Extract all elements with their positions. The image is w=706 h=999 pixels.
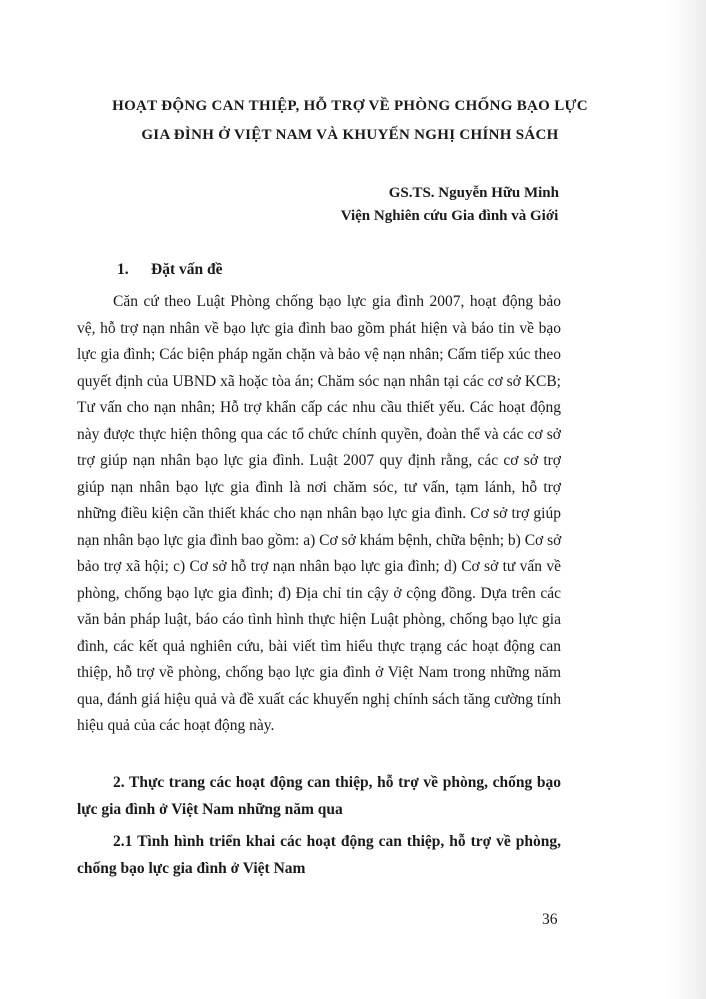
paragraph-line: đình, các kết quả nghiên cứu, bài viết tìm hiểu thực trạng các hoạt động can [77,637,561,655]
paragraph-line: thiệp, hỗ trợ về phòng, chống bạo lực gia đình ở Việt Nam trong những năm [77,664,561,681]
section-2-1-heading-line: 2.1 Tình hình triển khai các hoạt động can thiệp, hỗ trợ về phòng, [113,833,561,850]
section-2-heading-line: 2. Thực trang các hoạt động can thiệp, hỗ trợ về phòng, chống bạo [113,774,561,791]
section-2-1-heading-line: chống bạo lực gia đình ở Việt Nam [77,859,306,877]
paragraph-line: quyết định của UBND xã hoặc tòa án; Chăm sóc nạn nhân tại các cơ sở KCB; [77,372,561,390]
paragraph-line: này được thực hiện thông qua các tổ chức chính quyền, đoàn thể và các cơ sở [77,425,561,443]
paragraph-line: hiệu quả của các hoạt động này. [77,717,275,734]
section-2-heading [77,770,561,823]
paragraph-line: lực gia đình; Các biện pháp ngăn chặn và bảo vệ nạn nhân; Cấm tiếp xúc theo [77,346,561,363]
page-edge-shadow [668,0,706,999]
document-title [70,92,630,150]
section-1-number: 1. [117,261,129,278]
author-name: GS.TS. Nguyễn Hữu Minh [388,185,559,201]
section-2-1-heading [77,829,561,882]
body-paragraph [77,289,561,740]
paragraph-line: phòng, chống bạo lực gia đình; đ) Địa chỉ tin cậy ở cộng đồng. Dựa trên các [77,584,561,602]
paragraph-line: trợ giúp nạn nhân bạo lực gia đình. Luật 2007 quy định rằng, các cơ sở trợ [77,452,561,469]
paragraph-line: giúp nạn nhân bạo lực gia đình là nơi chăm sóc, tư vấn, tạm lánh, hỗ trợ [77,478,561,496]
section-2-heading-line: lực gia đình ở Việt Nam những năm qua [77,800,343,818]
paragraph-line: những điều kiện cần thiết khác cho nạn nhân bạo lực gia đình. Cơ sở trợ giúp [77,505,561,522]
author-block [341,182,559,228]
paragraph-line: nạn nhân bạo lực gia đình bao gồm: a) Cơ sở khám bệnh, chữa bệnh; b) Cơ sở [77,531,562,549]
section-1-title: Đặt vấn đề [151,261,223,278]
paragraph-line: bảo trợ xã hội; c) Cơ sở hỗ trợ nạn nhân bạo lực gia đình; d) Cơ sở tư vấn về [77,558,561,575]
paragraph-line: Tư vấn cho nạn nhân; Hỗ trợ khẩn cấp các nhu cầu thiết yếu. Các hoạt động [77,399,561,416]
paragraph-line: vệ, hỗ trợ nạn nhân về bạo lực gia đình bao gồm phát hiện và báo tin về bạo [77,319,561,337]
paragraph-line: văn bản pháp luật, báo cáo tình hình thực hiện Luật phòng, chống bạo lực gia [77,611,561,628]
paragraph-line: Căn cứ theo Luật Phòng chống bạo lực gia đình 2007, hoạt động bảo [113,293,561,310]
paragraph-line: qua, đánh giá hiệu quả và đề xuất các khuyến nghị chính sách tăng cường tính [77,690,562,708]
section-1-heading [117,259,222,281]
title-line: GIA ĐÌNH Ở VIỆT NAM VÀ KHUYẾN NGHỊ CHÍNH SÁCH [141,127,559,143]
page-number: 36 [542,911,558,928]
title-line: HOẠT ĐỘNG CAN THIỆP, HỖ TRỢ VỀ PHÒNG CHỐNG BẠO LỰC [112,98,588,114]
author-affiliation: Viện Nghiên cứu Gia đình và Giới [340,208,559,224]
